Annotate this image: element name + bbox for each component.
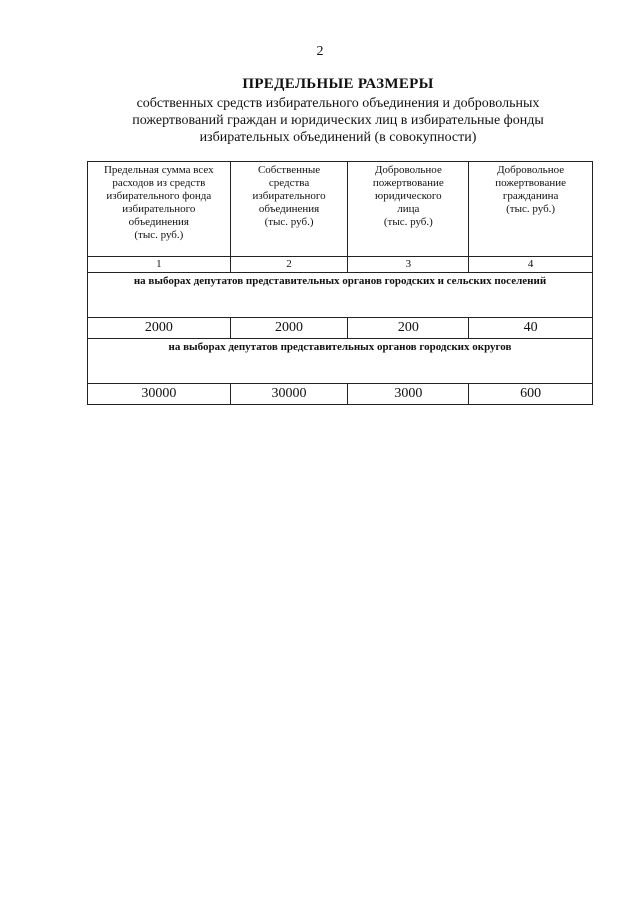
column-number-row (88, 257, 593, 273)
table-header-row (88, 162, 593, 257)
column-header-legal-entity-donation: Добровольное пожертвование юридического лица (тыс. руб.) (348, 162, 469, 257)
value-cell: 2000 (230, 318, 348, 339)
column-number: 4 (469, 257, 593, 273)
table-row (88, 318, 593, 339)
limits-table (87, 161, 593, 405)
value-cell: 200 (348, 318, 469, 339)
value-cell: 40 (469, 318, 593, 339)
column-number: 3 (348, 257, 469, 273)
document-subtitle (88, 95, 588, 146)
value-cell: 3000 (348, 384, 469, 405)
document-heading (88, 76, 588, 146)
subtitle-line: собственных средств избирательного объединения и добровольных (136, 96, 540, 111)
subtitle-line: пожертвований граждан и юридических лиц в избирательные фонды (132, 113, 544, 128)
value-cell: 30000 (88, 384, 231, 405)
column-header-own-funds: Собственные средства избирательного объединения (тыс. руб.) (230, 162, 348, 257)
section-row (88, 339, 593, 384)
document-title: ПРЕДЕЛЬНЫЕ РАЗМЕРЫ (242, 76, 434, 92)
section-row (88, 273, 593, 318)
value-cell: 30000 (230, 384, 348, 405)
column-header-total-expenses: Предельная сумма всех расходов из средств избирательного фонда избирательного объединения (тыс. руб.) (88, 162, 231, 257)
table-row (88, 384, 593, 405)
column-number: 2 (230, 257, 348, 273)
section-label: на выборах депутатов представительных органов городских округов (88, 339, 593, 384)
section-label: на выборах депутатов представительных органов городских и сельских поселений (88, 273, 593, 318)
page-number: 2 (316, 44, 324, 59)
value-cell: 600 (469, 384, 593, 405)
value-cell: 2000 (88, 318, 231, 339)
column-header-citizen-donation: Добровольное пожертвование гражданина (тыс. руб.) (469, 162, 593, 257)
subtitle-line: избирательных объединений (в совокупности) (199, 130, 477, 145)
column-number: 1 (88, 257, 231, 273)
